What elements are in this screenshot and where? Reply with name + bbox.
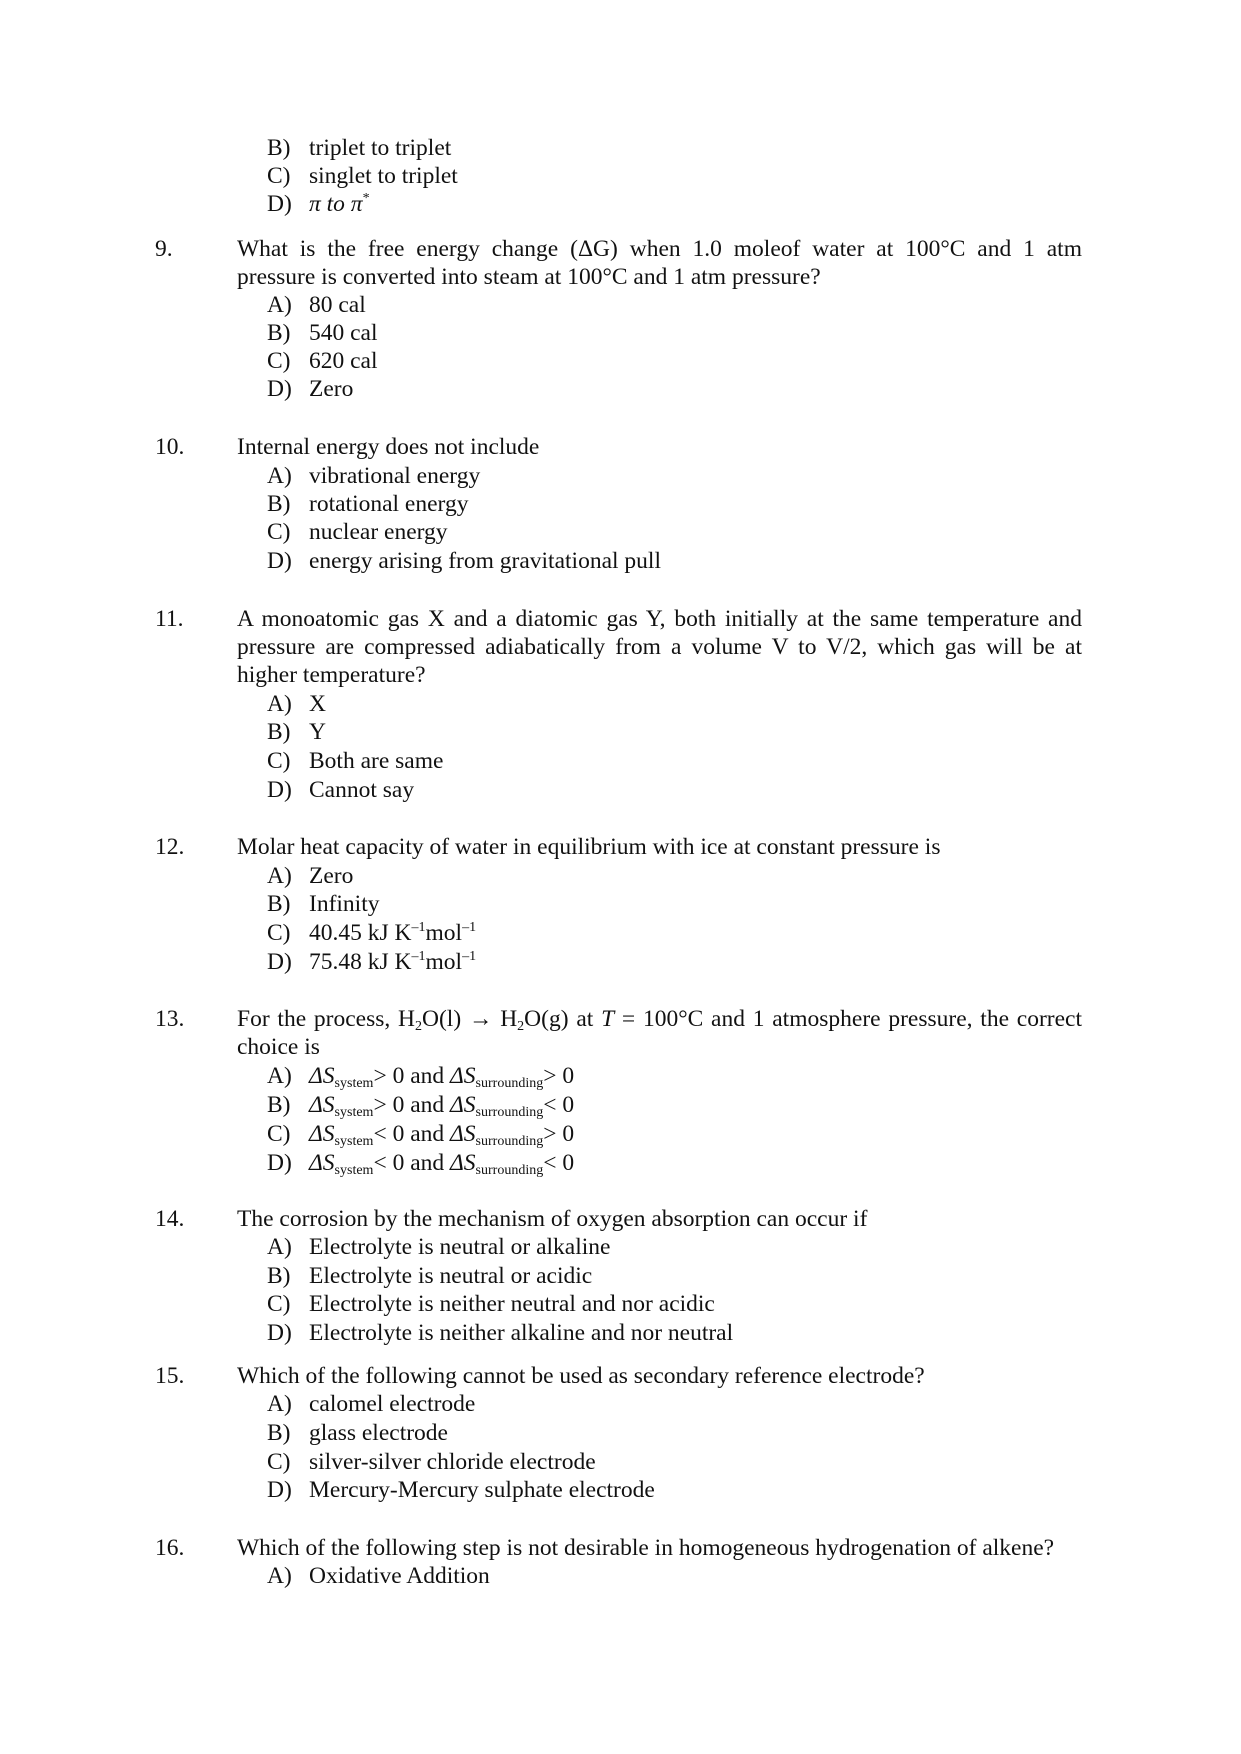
option-11b [267,718,326,746]
option-text: Mercury-Mercury sulphate electrode [309,1477,655,1503]
relation: > 0 [543,1121,575,1147]
formula-part: = 100°C and 1 atmosphere pressure, the correct [614,1006,1083,1032]
option-letter: C) [267,1121,291,1147]
option-letter: A) [267,863,292,889]
subscript: system [334,1163,374,1178]
option-letter: B) [267,320,291,346]
option-text: Both are same [309,748,444,774]
option-8b [267,134,451,162]
option-letter: A) [267,1391,292,1417]
option-text: glass electrode [309,1420,448,1446]
option-letter: D) [267,1477,292,1503]
option-text: triplet to triplet [309,135,452,161]
option-text: vibrational energy [309,463,481,489]
question-text-11-line-3: higher temperature? [237,662,426,688]
option-15b [267,1419,448,1447]
option-letter: B) [267,491,291,517]
option-10c [267,518,448,546]
question-text-14: The corrosion by the mechanism of oxygen absorption can occur if [237,1206,868,1232]
option-text: X [309,691,326,717]
delta-s: ΔS [309,1150,335,1176]
option-unit: mol [425,949,463,975]
option-letter: C) [267,519,291,545]
option-letter: D) [267,548,292,574]
delta-s: ΔS [309,1092,335,1118]
delta-s: ΔS [450,1092,476,1118]
option-letter: C) [267,1449,291,1475]
option-13d [267,1149,574,1177]
option-text: π to π [309,191,363,217]
option-letter: C) [267,748,291,774]
option-10b [267,490,468,518]
relation: < 0 and [373,1121,450,1147]
question-number-14: 14. [155,1206,185,1232]
subscript: surrounding [475,1076,544,1091]
option-text: 80 cal [309,292,366,318]
option-value: 75.48 kJ K [309,949,412,975]
option-text: Electrolyte is neutral or acidic [309,1263,593,1289]
option-9d [267,375,353,403]
delta-s: ΔS [450,1150,476,1176]
option-text: 540 cal [309,320,378,346]
superscript: –1 [411,920,426,935]
option-11c [267,747,443,775]
option-15d [267,1476,655,1504]
option-10d [267,547,661,575]
option-14b [267,1262,592,1290]
option-letter: B) [267,1263,291,1289]
option-11a [267,690,326,718]
question-number-16: 16. [155,1535,185,1561]
option-12c [267,919,476,947]
option-text: rotational energy [309,491,469,517]
option-letter: D) [267,191,292,217]
option-letter: A) [267,1063,292,1089]
option-9b [267,319,378,347]
option-letter: B) [267,891,291,917]
question-text-9-line-2: pressure is converted into steam at 100°C and 1 atm pressure? [237,264,821,290]
option-letter: C) [267,1291,291,1317]
superscript: –1 [462,949,477,964]
option-value: 40.45 kJ K [309,920,412,946]
option-text: nuclear energy [309,519,448,545]
option-letter: D) [267,777,292,803]
relation: > 0 and [373,1092,450,1118]
option-letter: A) [267,463,292,489]
option-12a [267,862,353,890]
option-letter: A) [267,1234,292,1260]
subscript: system [334,1105,374,1120]
option-15c [267,1448,596,1476]
option-letter: C) [267,920,291,946]
relation: < 0 [543,1092,575,1118]
option-13b [267,1091,574,1119]
option-letter: A) [267,292,292,318]
option-14c [267,1290,715,1318]
subscript: 2 [415,1019,422,1034]
option-text: Electrolyte is neutral or alkaline [309,1234,611,1260]
option-8c [267,162,458,190]
question-text-9-line-1: What is the free energy change (ΔG) when 1.0 moleof water at 100°C and 1 atm [237,236,1082,262]
question-text-11-line-1: A monoatomic gas X and a diatomic gas Y, both initially at the same temperature and [237,606,1082,632]
option-letter: D) [267,1150,292,1176]
option-text: Zero [309,376,354,402]
formula-part: For the process, H [237,1006,415,1032]
option-13c [267,1120,574,1148]
option-letter: B) [267,1420,291,1446]
option-9c [267,347,378,375]
question-text-13-line-1 [237,1005,1082,1033]
option-13a [267,1062,574,1090]
delta-s: ΔS [450,1063,476,1089]
option-text: Electrolyte is neither alkaline and nor neutral [309,1320,734,1346]
option-text: Infinity [309,891,380,917]
option-text: Oxidative Addition [309,1563,490,1589]
question-text-13-line-2: choice is [237,1034,320,1060]
delta-s: ΔS [450,1121,476,1147]
option-letter: B) [267,135,291,161]
subscript: surrounding [475,1134,544,1149]
formula-part: O(l) → H [422,1006,518,1032]
relation: > 0 and [373,1063,450,1089]
option-text: 620 cal [309,348,378,374]
option-letter: D) [267,949,292,975]
question-text-10: Internal energy does not include [237,434,540,460]
option-letter: D) [267,376,292,402]
option-text: Zero [309,863,354,889]
option-text: singlet to triplet [309,163,458,189]
option-text: Cannot say [309,777,415,803]
question-number-10: 10. [155,434,185,460]
option-8d [267,190,370,218]
question-number-12: 12. [155,834,185,860]
option-letter: C) [267,348,291,374]
option-text: calomel electrode [309,1391,476,1417]
option-11d [267,776,414,804]
question-number-13: 13. [155,1006,185,1032]
subscript: surrounding [475,1163,544,1178]
option-16a [267,1562,490,1590]
option-15a [267,1390,475,1418]
option-text: energy arising from gravitational pull [309,548,661,574]
option-letter: B) [267,1092,291,1118]
question-text-11-line-2: pressure are compressed adiabatically from a volume V to V/2, which gas will be at [237,634,1082,660]
question-number-11: 11. [155,606,184,632]
superscript: –1 [462,920,477,935]
superscript: –1 [411,949,426,964]
relation: < 0 [543,1150,575,1176]
relation: > 0 [543,1063,575,1089]
option-14a [267,1233,610,1261]
question-number-15: 15. [155,1363,185,1389]
subscript: system [334,1076,374,1091]
option-letter: A) [267,691,292,717]
option-12b [267,890,380,918]
delta-s: ΔS [309,1063,335,1089]
option-10a [267,462,480,490]
temperature-symbol: T [601,1006,615,1032]
subscript: system [334,1134,374,1149]
option-letter: B) [267,719,291,745]
subscript: surrounding [475,1105,544,1120]
option-9a [267,291,366,319]
question-text-16: Which of the following step is not desirable in homogeneous hydrogenation of alkene? [237,1535,1055,1561]
subscript: 2 [517,1019,525,1034]
superscript: * [362,191,370,206]
option-text: silver-silver chloride electrode [309,1449,596,1475]
option-letter: C) [267,163,291,189]
relation: < 0 and [373,1150,450,1176]
delta-s: ΔS [309,1121,335,1147]
question-text-15: Which of the following cannot be used as secondary reference electrode? [237,1363,925,1389]
option-12d [267,948,476,976]
option-letter: D) [267,1320,292,1346]
option-text: Y [309,719,326,745]
question-number-9: 9. [155,236,173,262]
option-14d [267,1319,733,1347]
option-text: Electrolyte is neither neutral and nor acidic [309,1291,715,1317]
option-unit: mol [425,920,463,946]
question-text-12: Molar heat capacity of water in equilibrium with ice at constant pressure is [237,834,941,860]
option-letter: A) [267,1563,292,1589]
formula-part: O(g) at [524,1006,602,1032]
